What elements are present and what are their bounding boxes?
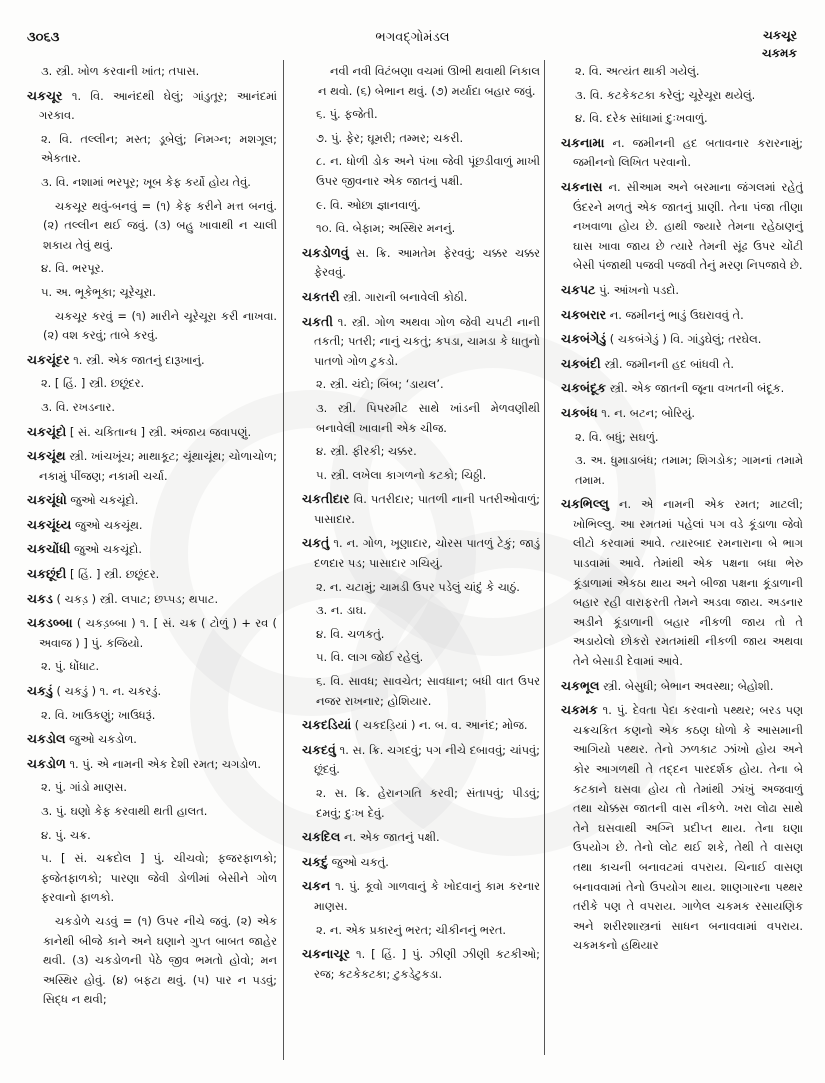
definition-text: ૨. વિ. અત્યંત થાકી ગયેલું. xyxy=(575,64,700,78)
definition-text: ૩. વિ. નશામાં ભરપૂર; ખૂબ કેફ કર્યો હોય તેવું. xyxy=(41,174,251,189)
definition-text: ૧૦. વિ. બેફામ; અસ્થિર મનનું. xyxy=(316,221,456,236)
definition-text: ૨. વિ. બધું; સઘળું. xyxy=(575,429,659,444)
sense-definition xyxy=(561,86,803,106)
dictionary-entry xyxy=(27,422,277,443)
definition-text: ૨. વિ. તલ્લીન; મસ્ત; ડૂબેલું; નિમગ્ન; મશગૂલ; એકતાર. xyxy=(41,131,277,166)
dictionary-entry xyxy=(27,754,277,775)
definition-text: ૨. ન. ચટામું; ચામડી ઉપર પડેલું ચાંદું કે ચાઠું. xyxy=(316,579,520,594)
headword: ચકચૂંધ્ય xyxy=(27,516,72,532)
dictionary-entry xyxy=(561,280,803,301)
guide-words xyxy=(762,26,797,62)
headword: ચકડોળ xyxy=(27,755,66,771)
definition-text: ( ચકદડ઼િયાં ) ન. બ. વ. આનંદ; મોજ. xyxy=(351,718,528,733)
headword: ચકબંધ xyxy=(561,404,598,420)
sense-definition xyxy=(27,259,277,279)
definition-text: ૪. સ્ત્રી. ફીરકી; ચક્કર. xyxy=(316,444,417,459)
page-number: ૩૦૬૩ xyxy=(27,30,60,45)
definition-text: જુઓ ચકતું. xyxy=(328,854,389,869)
definition-text: [ સં. ચકિતાન્ધ ] સ્ત્રી. અંજાય જવાપણું. xyxy=(66,424,252,439)
definition-text: ૩. અ. ધુમાડાબંધ; તમામ; શિગડોક; ગામનાં તમામે તમામ. xyxy=(575,453,803,487)
headword: ચકપટ xyxy=(561,281,596,297)
sense-definition xyxy=(302,784,540,823)
dictionary-entry xyxy=(302,287,540,308)
definition-text: ૨. સ્ત્રી. ચંદો; બિંબ; ‘ડાયલ’. xyxy=(316,377,444,392)
definition-text: વિ. પતરીદાર; પાતળી નાની પતરીઓવાળું; પાસાદાર. xyxy=(314,492,540,526)
definition-text: ૪. વિ. ભરપૂર. xyxy=(41,261,105,276)
definition-text: ૨. સ. ક્રિ. હેરાનગતિ કરવી; સંતાપવું; પીડવું; દમવું; દુઃખ દેવું. xyxy=(316,786,540,820)
dictionary-entry xyxy=(27,350,277,371)
definition-text: ચકડોળે ચડવું = (૧) ઉપર નીચે જવું. (૨) એક કાનેથી બીજે કાને અને ઘણાને ગુપ્ત બાબત જાહેર થવી. (૩) ચકડોળની પેઠે જીવ ભમતો હોવો; મન અસ્થિર હોવું. (૪) બફટા થવું. (૫) પાર ન પડવું; સિદ્ધ ન થવી; xyxy=(43,913,277,1007)
definition-text: ન. જમીનની હદ બતાવનાર કરારનામું; જમીનનો લિખિત પરવાનો. xyxy=(573,135,803,170)
guide-word-last: ચકમક xyxy=(761,46,797,60)
dictionary-entry xyxy=(302,243,540,283)
sense-definition xyxy=(27,374,277,394)
page-title: ભગવદ્ગોમંડલ xyxy=(375,30,450,45)
column-1 xyxy=(27,62,277,1014)
headword: ચકનાસ xyxy=(561,178,603,194)
dictionary-entry xyxy=(561,403,803,424)
definition-text: ૩. ન. ડાઘ. xyxy=(316,603,367,618)
sense-definition xyxy=(27,173,277,193)
definition-text: ૧. સ્ત્રી. ગોળ અથવા ગોળ જેવી ચપટી નાની તકતી; પતરી; નાનું ચકતું; કપડા, ચામડા કે ધાતુનો પાતળો ગોળ ટુકડો. xyxy=(314,314,540,368)
sense-definition xyxy=(27,778,277,798)
dictionary-entry xyxy=(27,564,277,585)
column-3 xyxy=(561,62,803,960)
sense-definition xyxy=(27,283,277,303)
sense-definition xyxy=(27,657,277,677)
dictionary-entry xyxy=(27,539,277,560)
definition-text: ૬. વિ. સાવધ; સાવચેત; સાવધાન; બધી વાત ઉપર નજર રાખનાર; હોશિયાર. xyxy=(316,674,540,708)
dictionary-entry xyxy=(27,490,277,511)
definition-text: જુઓ ચકચૂંથ. xyxy=(71,517,143,532)
dictionary-entry xyxy=(561,676,803,697)
dictionary-entry xyxy=(561,329,803,350)
definition-text: ૮. ન. ધોળી ડોક અને પંખા જેવી પૂંછડીવાળું માખી ઉપર જીવનાર એક જાતનું પક્ષી. xyxy=(316,154,540,188)
headword: ચકબંદૂક xyxy=(561,380,607,396)
definition-text: ( ચકડ઼ું ) ૧. ન. ચકરડું. xyxy=(52,684,162,699)
definition-text: ( ચકડ઼ ) સ્ત્રી. લપાટ; છપ્પડ; થપાટ. xyxy=(52,591,219,606)
headword: ચકબરાર xyxy=(561,306,607,322)
dictionary-entry xyxy=(27,589,277,610)
headword: ચકબંદી xyxy=(561,355,601,371)
headword: ચકન xyxy=(302,878,331,894)
dictionary-entry xyxy=(561,177,803,276)
dictionary-entry xyxy=(302,533,540,573)
sense-definition xyxy=(27,62,277,82)
headword: ચકડું xyxy=(27,683,53,699)
sense-definition xyxy=(27,826,277,846)
definition-text: ૧. સ્ત્રી. એક જાતનું દારૂખાનું. xyxy=(69,352,205,367)
definition-text: ૧. પું. એ નામની એક દેશી રમત; ચગડોળ. xyxy=(65,756,261,771)
dictionary-entry xyxy=(302,312,540,372)
definition-text: ૬. પું. ફજેતી. xyxy=(316,107,378,122)
headword: ચકચૂંધો xyxy=(27,492,67,508)
definition-text: ૨. પું. ધોંધાટ. xyxy=(41,659,100,674)
headword: ચકચૂંદો xyxy=(27,423,67,439)
sense-definition xyxy=(27,130,277,169)
headword: ચકછૂંદી xyxy=(27,566,67,582)
headword: ચકભૂલ xyxy=(561,677,600,693)
definition-text: ૧. વિ. આનંદથી ઘેલું; ગાંડુતૂર; આનંદમાં ગરકાવ. xyxy=(39,88,277,123)
definition-text: સ્ત્રી. બેસુધી; બેભાન અવસ્થા; બેહોશી. xyxy=(599,678,774,693)
dictionary-entry xyxy=(27,681,277,702)
definition-text: ૫. વિ. લાગ જોઈ રહેલું. xyxy=(316,650,424,665)
definition-text: [ હિં. ] સ્ત્રી. છછૂંદર. xyxy=(66,567,160,582)
sense-definition xyxy=(302,152,540,191)
sense-definition xyxy=(302,129,540,149)
dictionary-entry xyxy=(27,613,277,653)
sense-definition xyxy=(27,706,277,726)
definition-text: ૩. વિ. કટકેકટકા કરેલું; ચૂરેચૂરા થયેલું. xyxy=(575,87,756,102)
sense-definition xyxy=(302,399,540,438)
sense-definition xyxy=(27,849,277,908)
dictionary-entry xyxy=(27,729,277,750)
dictionary-entry xyxy=(302,715,540,736)
headword: ચકતરી xyxy=(302,288,340,304)
definition-text: જુઓ ચકડોળ. xyxy=(65,732,137,747)
sense-definition xyxy=(561,428,803,448)
headword: ચકડોલ xyxy=(27,731,66,747)
headword: ચકચૂર xyxy=(27,87,63,103)
definition-text: નવી નવી વિટંબણા વચમાં ઊભી થવાથી નિકાલ ન થવો. (૬) બેભાન થવું. (૭) મર્યાદા બહાર જવું. xyxy=(318,64,540,98)
dictionary-entry xyxy=(27,446,277,486)
dictionary-entry xyxy=(561,378,803,399)
definition-text: ચકચૂર કરવું = (૧) મારીને ચૂરેચૂરા કરી નાખવા. (૨) વશ કરવું; તાબે કરવું. xyxy=(43,308,277,343)
definition-text: ૫. [ સં. ચક્રદોલ ] પું. ચીચવો; ફજરફાળકો; ફજેતફાળકો; પારણા જેવી ડોળીમાં બેસીને ગોળ ફરવાનો ફાળકો. xyxy=(41,851,277,905)
sense-definition xyxy=(561,62,803,82)
definition-text: ૩. સ્ત્રી. ખોળ કરવાની ખાંત; તપાસ. xyxy=(41,64,200,78)
headword: ચકતીદાર xyxy=(302,491,350,507)
definition-text: ૧. સ. ક્રિ. ચગદવું; પગ નીચે દબાવવું; ચાંપવું; છૂંદવું. xyxy=(314,742,540,777)
definition-text: ( ચકબંગેડ઼ું ) વિ. ગાંડુઘેલું; તરઘેલ. xyxy=(606,332,762,347)
definition-text: ૩. પું. ઘણો કેફ કરવાથી થતી હાલત. xyxy=(41,804,208,818)
headword: ચકડબ્બા xyxy=(27,615,73,631)
definition-text: ૧. પું. કૂવો ગાળવાનું કે ખોદવાનું કામ કરનાર માણસ. xyxy=(314,879,540,913)
definition-text: ૨. વિ. ખાઉકણું; ખાઉધરૂં. xyxy=(41,707,156,722)
definition-text: ૪. પું. ચક્ર. xyxy=(41,827,91,842)
headword: ચકદડિયાં xyxy=(302,717,352,733)
sense-definition xyxy=(302,648,540,668)
definition-text: ૩. વિ. રખડનાર. xyxy=(41,399,116,414)
sense-definition xyxy=(27,398,277,418)
sense-definition xyxy=(302,601,540,621)
definition-text: ૧. પું. દેવતા પેદા કરવાનો પથ્થર; બરડ પણ ચક્રચકિત કણનો એક કઠણ ધોળો કે આસમાની આગિયો પથ્થર. તેનો ઝળકાટ ઝાંખો હોય અને કોર આગળથી તે તદ્દન પારદર્શક હોય. તેના બે કટકાને ઘસવા હોય તો તેમાંથી ઝાંખું અજવાળું તથા ચોક્કસ જાતની વાસ નીકળે. ખરા લોઢા સાથે તેને ઘસવાથી અગ્નિ પ્રદીપ્ત થાય. તેના ઘણા ઉપયોગ છે. તેનો લોટ થઈ શકે, તેથી તે વાસણ તથા કાચની બનાવટમાં વપરાય. ચિનાઈ વાસણ બનાવવામાં તેનો ઉપયોગ થાય. શાણગારના પથ્થર તરીકે પણ તે વપરાય. ગાળેલ ચકમક રસાયણિક અને શરીરશાસ્ત્રનાં સાધન બનાવવામાં વપરાય. ચકમકનો હથિયાર xyxy=(573,703,803,953)
idiom-definition xyxy=(302,62,540,101)
headword: ચકતું xyxy=(302,535,330,551)
guide-word-first: ચકચૂર xyxy=(763,28,797,42)
definition-text: સ્ત્રી. ખાંચખૂંચ; માથાકૂટ; ચૂંથાચૂંથ; ચોળાચોળ; નકામું પીંજણ; નકામી ચર્ચા. xyxy=(39,449,277,483)
definition-text: સ્ત્રી. એક જાતની જૂના વખતની બંદૂક. xyxy=(606,381,785,396)
sense-definition xyxy=(302,105,540,125)
dictionary-entry xyxy=(302,876,540,916)
sense-definition xyxy=(27,802,277,822)
idiom-definition xyxy=(27,197,277,256)
definition-text: ૫. અ. ભૂકેભૂકા; ચૂરેચૂરા. xyxy=(41,284,156,299)
dictionary-entry xyxy=(302,852,540,873)
headword: ચકડોળવું xyxy=(302,244,349,260)
headword: ચકદિલ xyxy=(302,829,341,845)
headword: ચકચોંધી xyxy=(27,541,71,557)
definition-text: ૭. પું. ફેર; ઘૂમરી; તમ્મર; ચકરી. xyxy=(316,130,464,145)
definition-text: ન. એક જાતનું પક્ષી. xyxy=(340,830,440,845)
definition-text: ૪. વિ. દરેક સાંધામાં દુઃખવાળું. xyxy=(575,111,708,126)
dictionary-entry xyxy=(27,86,277,126)
sense-definition xyxy=(302,625,540,645)
headword: ચકભિલ્લુ xyxy=(561,496,609,512)
dictionary-entry xyxy=(302,489,540,529)
sense-definition xyxy=(302,672,540,711)
definition-text: સ્ત્રી. જમીનની હદ બાંધવી તે. xyxy=(600,356,735,371)
definition-text: પું. આંખનો પડદો. xyxy=(595,282,680,297)
definition-text: ( ચકડ઼બ્બા ) ૧. [ સં. ચક્ર ( ટોળું ) + રવ ( અવાજ ) ] પું. કજિયો. xyxy=(39,616,277,650)
definition-text: ૩. સ્ત્રી. પિપરમીટ સાથે ખાંડની મેળવણીથી બનાવેલી ખાવાની એક ચીજ. xyxy=(316,400,540,435)
definition-text: ૧. ન. ગોળ, ખૂણાદાર, ચોરસ પાતળું ટેકું; જાડું દળદાર પડ; પાસાદાર ગચિયું. xyxy=(314,536,540,571)
column-divider xyxy=(283,60,284,1060)
headword: ચકનાચૂર xyxy=(302,946,351,962)
column-divider xyxy=(544,60,545,1055)
definition-text: ૨. [ હિં. ] સ્ત્રી. છછૂંદર. xyxy=(41,376,145,391)
dictionary-entry xyxy=(27,515,277,536)
definition-text: ચકચૂર થવું-બનવું = (૧) કેફ કરીને મત્ત બનવું. (૨) તલ્લીન થઈ જવું. (૩) બહુ ખાવાથી ન ચાલી શકાય તેવું થવું. xyxy=(43,198,277,252)
headword: ચકબંગેડું xyxy=(561,331,607,347)
sense-definition xyxy=(302,921,540,941)
definition-text: ૫. સ્ત્રી. લખેલા કાગળનો કટકો; ચિઠ્ઠી. xyxy=(316,467,487,482)
sense-definition xyxy=(302,219,540,239)
definition-text: ૧. [ હિં. ] પું. ઝીણી ઝીણી કટકીઓ; રજ; કટકેકટકા; ટુકડેટુકડા. xyxy=(314,947,540,981)
definition-text: ૨. ન. એક પ્રકારનું ભરત; ચીકીનનું ભરત. xyxy=(316,922,507,937)
dictionary-entry xyxy=(561,133,803,173)
definition-text: ન. એ નામની એક રમત; માટલી; ખોભિલ્લુ. આ રમતમાં પહેલાં પગ વડે કૂંડાળા જેવો લીટો કરવામાં આવે. ત્યારબાદ રમનારાના બે ભાગ પાડવામાં આવે. તેમાંથી એક પક્ષના બધા ભેરુ કૂંડાળામાં એકઠા થાય અને બીજા પક્ષના કૂંડાળાની બહાર રહી વારાફરતી તેમને અડવા જાય. અડનાર અડીને કૂંડાળાની બહાર નીકળી જાય તો તે અડાયેલો છોકરો રમતમાંથી નીકળી જાય અથવા તેને બેસાડી દેવામાં આવે. xyxy=(573,497,803,669)
sense-definition xyxy=(302,196,540,216)
headword: ચકમક xyxy=(561,702,598,718)
headword: ચકચૂંથ xyxy=(27,448,66,464)
sense-definition xyxy=(302,375,540,395)
headword: ચકતી xyxy=(302,313,333,329)
sense-definition xyxy=(302,466,540,486)
dictionary-entry xyxy=(561,354,803,375)
dictionary-entry xyxy=(302,944,540,984)
headword: ચકચૂંદર xyxy=(27,351,70,367)
dictionary-entry xyxy=(561,305,803,326)
idiom-definition xyxy=(27,912,277,1010)
sense-definition xyxy=(561,451,803,490)
headword: ચકદવું xyxy=(302,741,336,757)
definition-text: ૨. પું. ગાંડો માણસ. xyxy=(41,780,128,795)
sense-definition xyxy=(302,578,540,598)
definition-text: સ. ક્રિ. આમતેમ ફેરવવું; ચક્કર ચક્કર ફેરવવું. xyxy=(314,245,540,280)
definition-text: ૧. ન. બટન; બોરિયું. xyxy=(597,405,695,420)
definition-text: જુઓ ચકચૂંદો. xyxy=(70,542,142,557)
column-2 xyxy=(302,62,540,988)
sense-definition xyxy=(302,442,540,462)
dictionary-entry xyxy=(561,494,803,671)
definition-text: ન. જમીનનું ભાડું ઉઘરાવવું તે. xyxy=(606,307,744,322)
definition-text: ન. સીઆમ અને બરમાના જંગલમાં રહેતું ઉંદરને મળતું એક જાતનું પ્રાણી. તેના પંજા તીણા નખવાળા હોય છે. હાથી જ્યારે તેમના રહેઠાણનું ઘાસ ખાવા જાય છે ત્યારે તેમની સૂંઢ ઉપર ચોંટી બેસી પંજાથી પજવી પજવી તેનું મરણ નિપજાવે છે. xyxy=(573,179,803,273)
idiom-definition xyxy=(27,307,277,346)
definition-text: જુઓ ચકચૂંદો. xyxy=(66,493,139,508)
dictionary-entry xyxy=(302,827,540,848)
headword: ચકડ xyxy=(27,590,53,606)
headword: ચકદું xyxy=(302,853,329,869)
dictionary-entry xyxy=(561,700,803,956)
sense-definition xyxy=(561,109,803,129)
headword: ચકનામા xyxy=(561,134,605,150)
dictionary-entry xyxy=(302,740,540,780)
definition-text: ૪. વિ. ચળકતું. xyxy=(316,626,385,641)
definition-text: ૯. વિ. ઓછા જ્ઞાનવાળું. xyxy=(316,197,421,212)
definition-text: સ્ત્રી. ગારાની બનાવેલી કોઠી. xyxy=(339,289,468,304)
